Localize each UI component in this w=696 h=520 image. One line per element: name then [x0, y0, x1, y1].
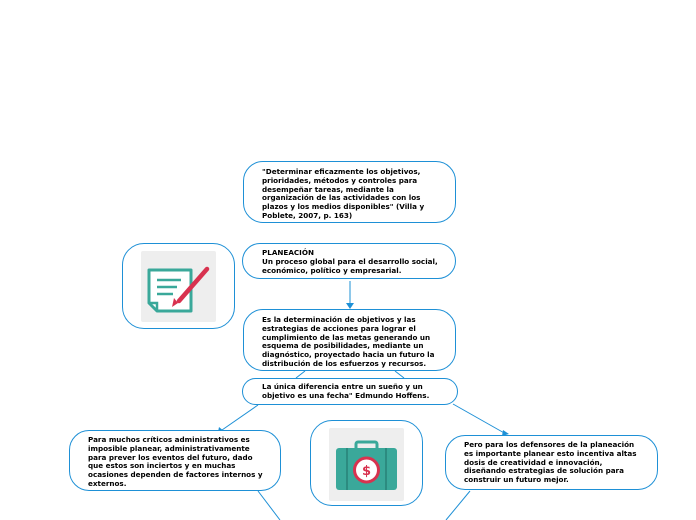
critics-node[interactable] — [69, 430, 281, 491]
quote-node[interactable] — [243, 161, 456, 223]
center-title: PLANEACIÓN — [262, 248, 314, 257]
money-briefcase-icon — [329, 428, 404, 501]
dream-quote-node[interactable] — [242, 378, 458, 405]
center-node-planeacion[interactable] — [242, 243, 456, 279]
defenders-node[interactable] — [445, 435, 658, 490]
document-pen-icon — [141, 251, 216, 322]
defenders-text: Pero para los defensores de la planeación es importante planear esto incentiva altas dosis de creatividad e innovación, diseñando estrategias de solución para construir un futuro mejor. — [464, 440, 637, 485]
definition-text: Es la determinación de objetivos y las estrategias de acciones para lograr el cumplimiento de las metas generando un esquema de posibilidades, mediante un diagnóstico, proyectado hacia un futuro la distribución de los esfuerzos y recursos. — [262, 315, 435, 368]
quote-text: "Determinar eficazmente los objetivos, prioridades, métodos y controles para desempeñar tareas, mediante la organización de las actividades con los plazos y los medios disponibles" (Villa y Poblete, 2007, p. 163) — [262, 167, 425, 220]
document-image-node[interactable] — [122, 243, 235, 329]
critics-text: Para muchos críticos administrativos es imposible planear, administrativamente para prever los eventos del futuro, dado que estos son inciertos y en muchas ocasiones dependen de factores internos y externos. — [88, 435, 263, 488]
dream-quote-text: La única diferencia entre un sueño y un objetivo es una fecha" Edmundo Hoffens. — [262, 382, 430, 400]
center-body: Un proceso global para el desarrollo social, económico, político y empresarial. — [262, 257, 438, 275]
definition-node[interactable] — [243, 309, 456, 371]
svg-text:$: $ — [361, 464, 372, 479]
briefcase-image-node[interactable] — [310, 420, 423, 506]
